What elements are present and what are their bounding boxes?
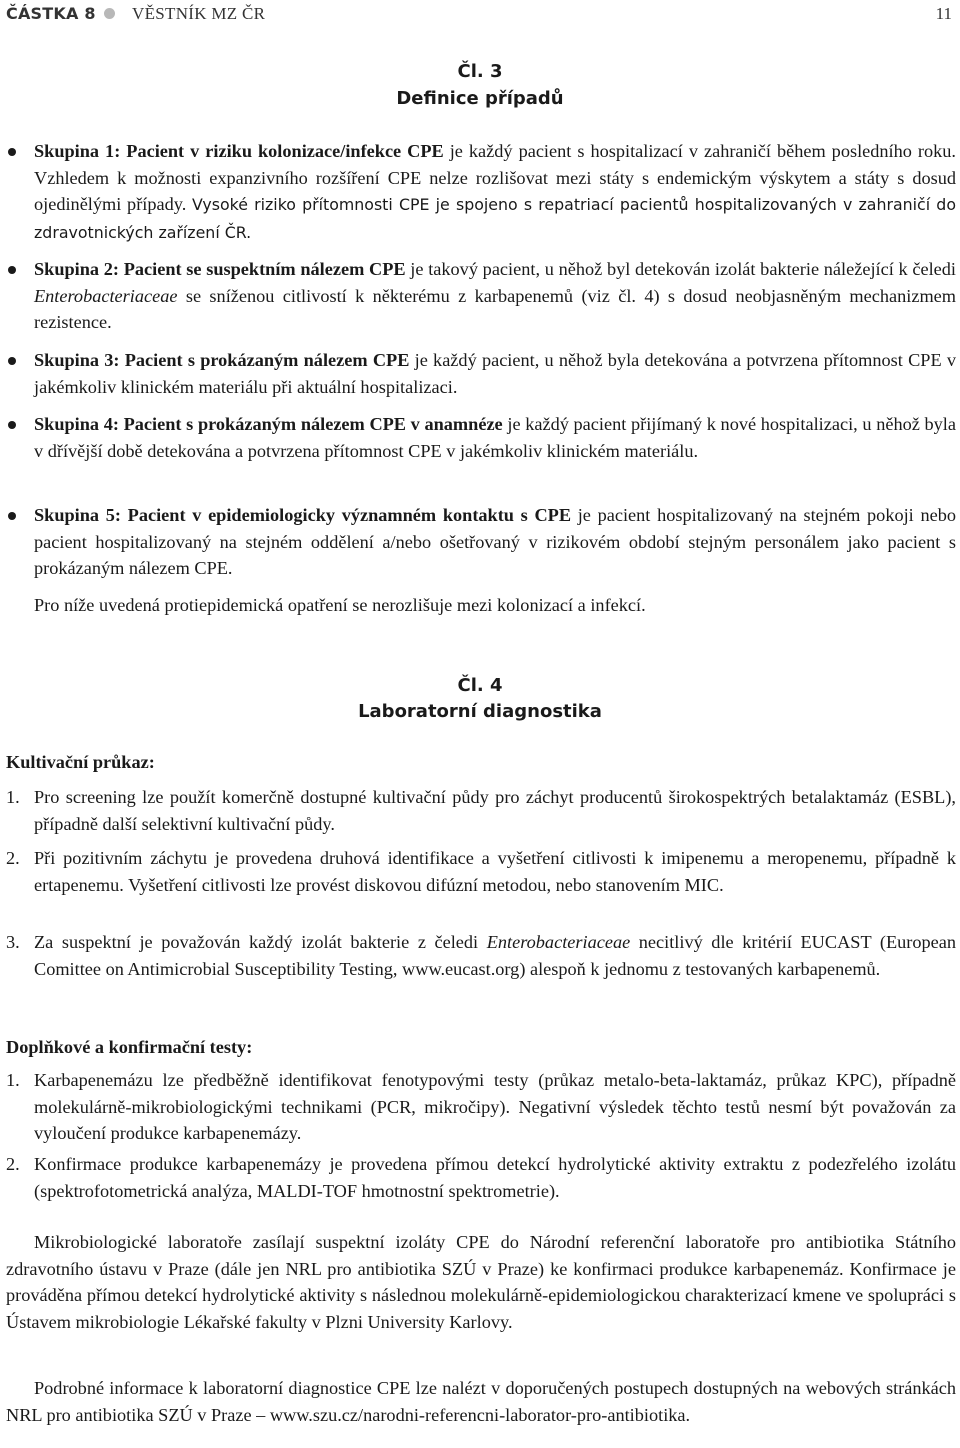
tests-heading: Doplňkové a konfirmační testy: <box>6 1037 253 1057</box>
nrl-referral-paragraph: Mikrobiologické laboratoře zasílají suspektní izoláty CPE do Národní referenční laboratoře pro antibiotika Státního zdravotního ústavu v Praze (dále jen NRL pro antibiotika SZÚ v Praze) ke konfirmaci produkce karbapenemáz. Konfirmace je prováděna přímou detekcí hydrolytické aktivity s následnou molekulárně-epidemiologickou charakterizací kmene ve spolupráci s Ústavem mikrobiologie Lékařské fakulty v Plzni University Karlovy. <box>6 1232 956 1332</box>
running-head <box>6 4 954 26</box>
group-text-cont: se sníženou citlivostí k některému z karbapenemů (viz čl. 4) s dosud neobjasněným mechanizmem rezistence. <box>34 285 956 333</box>
bullet-icon <box>8 421 16 429</box>
culture-item-1 <box>6 784 956 837</box>
group-lead: Skupina 2: Pacient se suspektním nálezem CPE <box>34 259 406 279</box>
more-info-paragraph: Podrobné informace k laboratorní diagnostice CPE lze nalézt v doporučených postupech dostupných na webových stránkách NRL pro antibiotika SZÚ v Praze – www.szu.cz/narodni-referencni-laborator-pro-antibiotika. <box>6 1378 956 1425</box>
item-text: Pro screening lze použít komerčně dostupné kultivační půdy pro záchyt producentů širokospektrých betalaktamáz (ESBL), případně další selektivní kultivační půdy. <box>34 787 956 834</box>
culture-heading: Kultivační průkaz: <box>6 752 155 772</box>
group-lead: Skupina 5: Pacient v epidemiologicky významném kontaktu s CPE <box>34 505 572 525</box>
journal-title: VĚSTNÍK MZ ČR <box>132 4 266 23</box>
case-group-4 <box>34 411 956 464</box>
article3-note: Pro níže uvedená protiepidemická opatření se nerozlišuje mezi kolonizací a infekcí. <box>34 595 646 615</box>
article4-title: Laboratorní diagnostika <box>358 701 602 722</box>
group-lead: Skupina 1: Pacient v riziku kolonizace/infekce CPE <box>34 141 444 161</box>
group-lead: Skupina 4: Pacient s prokázaným nálezem CPE v anamnéze <box>34 414 503 434</box>
group-text: je pacient hospitalizovaný na stejném pokoji nebo pacient hospitalizovaný na stejném oddělení a/nebo ošetřovaný v rizikovém období stejným personálem jako pacient s prokázaným nálezem CPE. <box>34 505 956 579</box>
case-group-3 <box>34 347 956 400</box>
item-italic-term: Enterobacteriaceae <box>486 932 631 952</box>
test-item-1 <box>6 1067 956 1147</box>
item-text: Konfirmace produkce karbapenemázy je provedena přímou detekcí hydrolytické aktivity extraktu z podezřelého izolátu (spektrofotometrická analýza, MALDI-TOF hmotnostní spektrometrie). <box>34 1154 956 1201</box>
bullet-icon <box>8 357 16 365</box>
group-lead: Skupina 3: Pacient s prokázaným nálezem CPE <box>34 350 410 370</box>
item-text: Při pozitivním záchytu je provedena druhová identifikace a vyšetření citlivosti k imipenemu a meropenemu, případně k ertapenemu. Vyšetření citlivosti lze provést diskovou difúzní metodou, nebo stanovením MIC. <box>34 848 956 895</box>
page-number: 11 <box>935 4 952 23</box>
article4-number: Čl. 4 <box>457 675 503 696</box>
article3-title: Definice případů <box>396 88 564 109</box>
case-group-2 <box>34 256 956 336</box>
group-text: je každý pacient přijímaný k nové hospitalizaci, u něhož byla v dřívější době detekována a potvrzena přítomnost CPE v jakémkoliv klinickém materiálu. <box>34 414 957 461</box>
item-number: 2. <box>6 848 20 868</box>
case-group-1 <box>34 138 956 246</box>
group-italic-term: Enterobacteriaceae <box>34 285 178 306</box>
test-item-2 <box>6 1151 956 1204</box>
article3-number: Čl. 3 <box>457 61 503 82</box>
item-text: Karbapenemázu lze předběžně identifikovat fenotypovými testy (průkaz metalo-beta-laktamáz, průkaz KPC), případně molekulárně-mikrobiologickými technikami (PCR, mikročipy). Negativní výsledek těchto testů nesmí být považován za vyloučení produkce karbapenemázy. <box>34 1070 956 1144</box>
item-text-cont: necitlivý dle kritérií EUCAST (European Comittee on Antimicrobial Susceptibility Testing, www.eucast.org) alespoň k jednomu z testovaných karbapenemů. <box>34 932 956 979</box>
issue-part: ČÁSTKA 8 <box>6 4 96 23</box>
group-text: je takový pacient, u něhož byl detekován izolát bakterie náležející k čeledi <box>405 259 956 279</box>
group-text-cont: Vysoké riziko přítomnosti CPE je spojeno s repatriací pacientů hospitalizovaných v zahraničí do zdravotnických zařízení ČR. <box>34 195 956 242</box>
item-number: 1. <box>6 1070 20 1090</box>
bullet-icon <box>8 512 16 520</box>
separator-dot-icon <box>104 8 115 19</box>
item-number: 3. <box>6 932 20 952</box>
item-text: Za suspektní je považován každý izolát bakterie z čeledi <box>34 932 487 952</box>
bullet-icon <box>8 148 16 156</box>
item-number: 2. <box>6 1154 20 1174</box>
bullet-icon <box>8 266 16 274</box>
case-group-5 <box>34 502 956 582</box>
group-text: je každý pacient s hospitalizací v zahraničí během posledního roku. Vzhledem k možnosti expanzivního rozšíření CPE nelze rozlišovat mezi státy s endemickým výskytem a státy s dosud ojedinělými případy. <box>34 141 956 215</box>
item-number: 1. <box>6 787 20 807</box>
group-text: je každý pacient, u něhož byla detekována a potvrzena přítomnost CPE v jakémkoliv klinickém materiálu při aktuální hospitalizaci. <box>34 350 956 397</box>
culture-item-3 <box>6 929 956 982</box>
culture-item-2 <box>6 845 956 898</box>
